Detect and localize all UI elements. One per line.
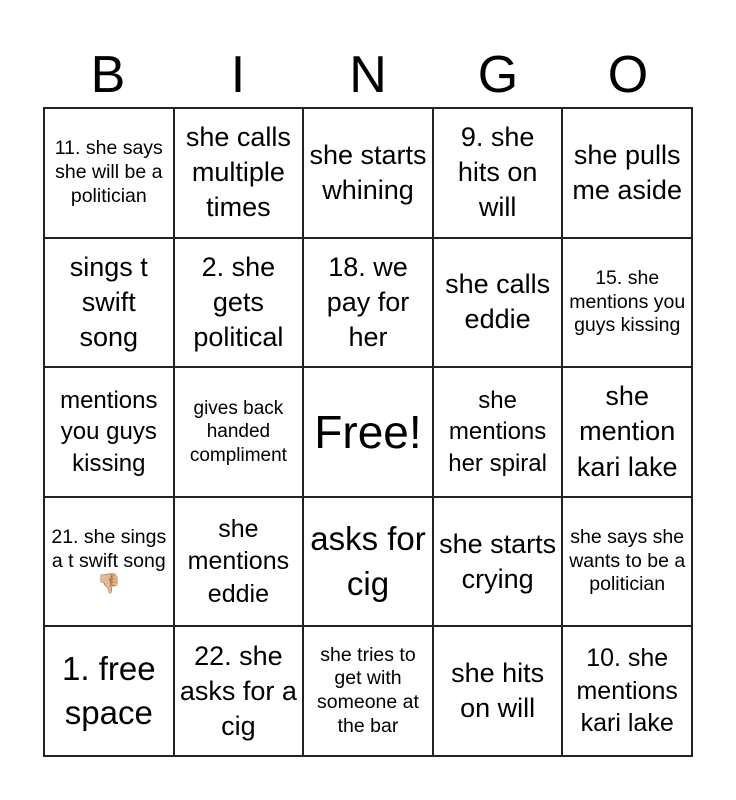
bingo-cell[interactable]: asks for cig [303, 497, 433, 627]
bingo-header [43, 40, 693, 110]
bingo-cell[interactable]: she tries to get with someone at the bar [303, 626, 433, 756]
header-letter-g: G [477, 46, 519, 104]
header-letter-i: I [230, 46, 246, 104]
bingo-cell[interactable]: 18. we pay for her [303, 238, 433, 368]
bingo-cell[interactable]: 22. she asks for a cig [174, 626, 304, 756]
bingo-cell[interactable]: 9. she hits on will [433, 108, 563, 238]
header-letter-b: B [90, 46, 126, 104]
bingo-cell[interactable]: 2. she gets political [174, 238, 304, 368]
free-space-cell[interactable]: Free! [303, 367, 433, 497]
bingo-cell[interactable]: 1. free space [44, 626, 174, 756]
bingo-cell[interactable]: she says she wants to be a politician [562, 497, 692, 627]
bingo-cell[interactable]: she calls eddie [433, 238, 563, 368]
bingo-cell[interactable]: she pulls me aside [562, 108, 692, 238]
bingo-cell[interactable]: she mentions eddie [174, 497, 304, 627]
bingo-cell[interactable]: she mention kari lake [562, 367, 692, 497]
header-letter-n: N [349, 46, 387, 104]
bingo-cell[interactable]: she hits on will [433, 626, 563, 756]
header-letter-o: O [607, 46, 649, 104]
bingo-cell[interactable]: 15. she mentions you guys kissing [562, 238, 692, 368]
bingo-cell[interactable]: sings t swift song [44, 238, 174, 368]
bingo-cell[interactable]: she starts whining [303, 108, 433, 238]
bingo-cell[interactable]: 21. she sings a t swift song 👎🏼 [44, 497, 174, 627]
bingo-cell[interactable]: 10. she mentions kari lake [562, 626, 692, 756]
bingo-cell[interactable]: 11. she says she will be a politician [44, 108, 174, 238]
bingo-cell[interactable]: she mentions her spiral [433, 367, 563, 497]
bingo-card [43, 107, 693, 757]
bingo-cell[interactable]: she starts crying [433, 497, 563, 627]
bingo-cell[interactable]: she calls multiple times [174, 108, 304, 238]
bingo-cell[interactable]: gives back handed compliment [174, 367, 304, 497]
bingo-cell[interactable]: mentions you guys kissing [44, 367, 174, 497]
